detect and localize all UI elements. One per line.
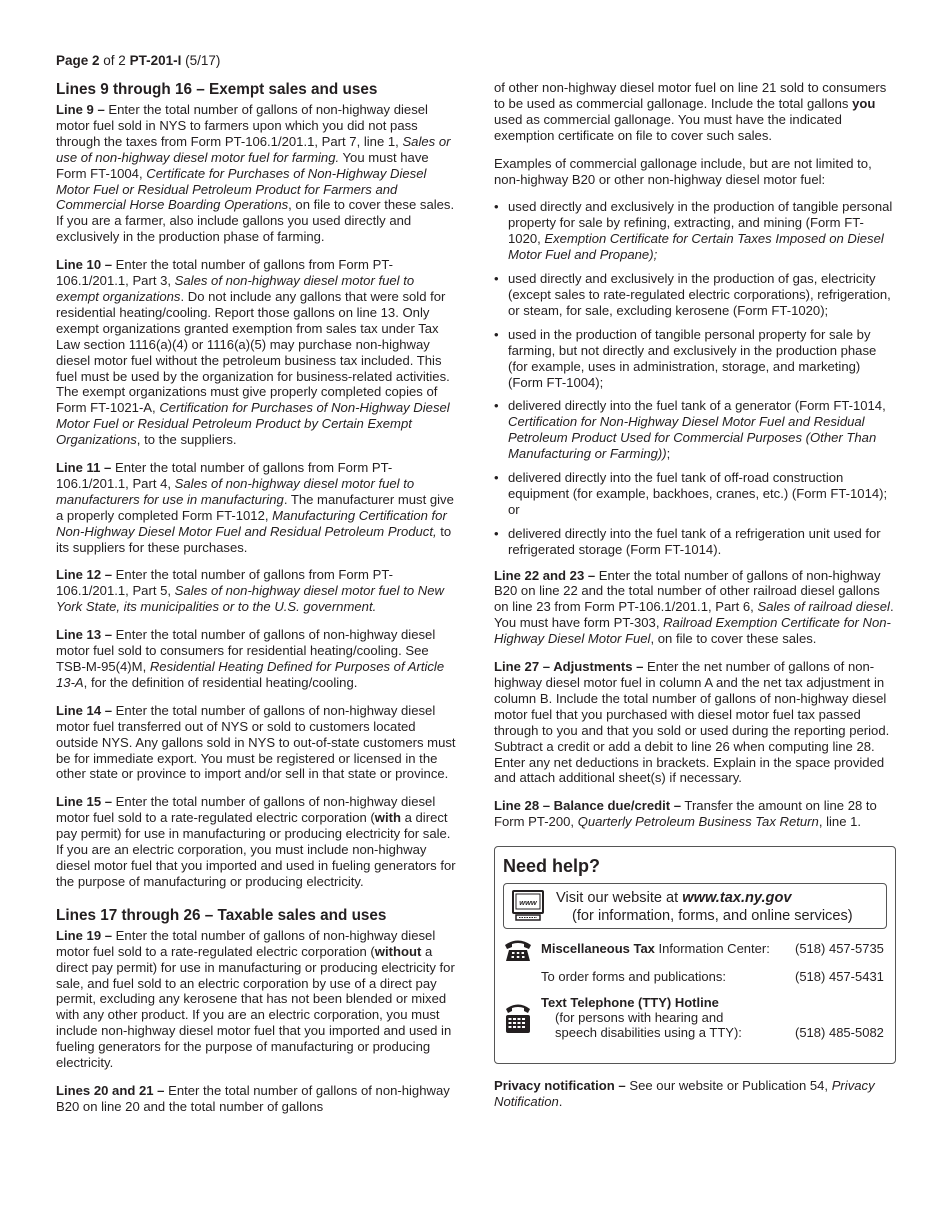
line-14-label: Line 14 – [56,702,113,718]
need-help-title: Need help? [503,856,601,877]
svg-text:www: www [519,898,537,908]
line-11-paragraph [56,460,460,555]
misc-tax-row [503,937,887,961]
line-13-paragraph [56,627,460,691]
cont-text-1: of other non-highway diesel motor fuel on line 21 sold to consumers to be used as commercial gallonage. Include the total gallons [494,80,887,111]
line-10-italic-2: Certification for Purchases of Non-Highway Diesel Motor Fuel or Residual Petroleum Product by Certain Exempt Organizations [56,400,450,448]
line-21-continued-paragraph [494,80,896,144]
privacy-paragraph [494,1078,896,1110]
line-14-text-1: Enter the total number of gallons of non-highway diesel motor fuel transferred out of NYS or sold to customers located outside NYS. Any gallons sold in NYS to out-of-state customers must be for immediate export. You must be registered or licensed in the other state or province to import and/or sell in that state or province. [56,702,456,782]
line-9-italic-2: Certificate for Purchases of Non-Highway Diesel Motor Fuel or Residual Petroleum Product for Farmers and Commercial Horse Boarding Operations [56,165,427,213]
line-28-text-1: Transfer the amount on line 28 to Form PT-200, [494,798,877,830]
line-28-text-2: , line 1. [818,814,862,830]
line-12-paragraph [56,567,460,615]
website-text [556,889,853,925]
examples-intro: Examples of commercial gallonage include, but are not limited to, non-highway B20 or other non-highway diesel motor fuel: [494,155,872,187]
cont-text-2: used as commercial gallonage. You must have the indicated exemption certificate on file to cover such sales. [494,111,842,143]
line-15-paragraph [56,794,460,889]
line-22-text-1: Enter the total number of gallons of non-highway B20 on line 22 and the total number of other railroad diesel gallons on line 23 from Form PT-106.1/201.1, Part 6, [494,567,881,615]
line-27-label: Line 27 – Adjustments – [494,659,644,675]
line-28-label: Line 28 – Balance due/credit – [494,798,682,814]
tty-phone: (518) 485-5082 [795,1025,884,1041]
misc-tax-bold: Miscellaneous Tax [541,941,655,957]
line-20-text-1: Enter the total number of gallons of non-highway B20 on line 20 and the total number of gallons [56,1082,450,1114]
list-item [494,470,896,518]
list-item [494,271,896,319]
line-14-paragraph [56,703,460,783]
order-forms-phone: (518) 457-5431 [795,969,884,985]
right-column [494,80,896,1122]
bullet-text: delivered directly into the fuel tank of a refrigeration unit used for refrigerated storage (Form FT-1014). [508,525,881,557]
commercial-gallonage-list [494,199,896,557]
misc-tax-label [541,941,770,957]
line-12-italic-1: Sales of non-highway diesel motor fuel to New York State, its municipalities or to the U.S. government. [56,583,444,615]
line-22-text-3: , on file to cover these sales. [650,631,817,647]
tty-sub-1: (for persons with hearing and [555,1010,724,1026]
left-column [56,80,460,1127]
line-9-paragraph [56,102,460,245]
line-12-label: Line 12 – [56,567,113,583]
line-9-text-1: Enter the total number of gallons of non-highway diesel motor fuel sold in NYS to farmers upon which you did not pass through the taxes from Form PT-106.1/201.1, Part 7, line 1, [56,102,428,149]
tty-icon [503,1001,533,1035]
website-link[interactable]: www.tax.ny.gov [682,890,792,907]
line-13-text-1: Enter the total number of gallons of non-highway diesel motor fuel sold to consumers for residential heating/cooling. See TSB-M-95(4)M, [56,627,436,674]
line-15-text-1: Enter the total number of gallons of non-highway diesel motor fuel sold to a rate-regulated electric corporation ( [56,794,436,826]
line-11-text-2: . The manufacturer must give a properly completed Form FT-1012, [56,491,454,523]
line-10-text-2: . Do not include any gallons that were sold for residential heating/cooling. Report those gallons on line 13. Only exempt organizations granted exemption from sales tax under Tax Law section 1116(a)(4) or 1116(a)(5) may purchase non-highway diesel motor fuel without the petroleum business tax included. This fuel must be used by the organization for business-related activities. The exempt organizations must give properly completed copies of Form FT-1021-A, [56,288,450,416]
privacy-text-1: See our website or Publication 54, [625,1078,832,1094]
privacy-text-2: . [558,1094,563,1110]
bullet-text: used in the production of tangible personal property for sale by farming, but not directly and exclusively in the production phase (for example, uses in administration, storage, and marketing) (Form FT-1004); [508,326,877,390]
need-help-box [494,846,896,1064]
heading-taxable-sales: Lines 17 through 26 – Taxable sales and uses [56,906,387,924]
line-10-italic-1: Sales of non-highway diesel motor fuel to exempt organizations [56,273,415,304]
tty-row [503,995,887,1057]
privacy-label: Privacy notification – [494,1078,626,1094]
page-of: of 2 [99,53,130,68]
line-27-text-1: Enter the net number of gallons of non-highway diesel motor fuel in column A and the net tax adjustment in column B. Include the total number of gallons of non-highway diesel motor fuel that you purchased with diesel motor fuel tax passed through to you and that you sold or used during the reporting period. Subtract a credit or add a debit to line 26 when computing line 28. Enter any net deductions in brackets. Explain in the space provided and attach additional sheet(s) if necessary. [494,659,890,786]
computer-www-icon [512,890,544,922]
line-22-text-2: . You must have form PT-303, [494,599,894,631]
order-forms-label: To order forms and publications: [541,969,726,985]
bullet-text: used directly and exclusively in the production of tangible personal property for sale by refining, extracting, and mining (Form FT-1020, [508,199,893,247]
line-11-label: Line 11 – [56,460,112,476]
line-12-text-1: Enter the total number of gallons from Form PT-106.1/201.1, Part 5, [56,567,393,599]
misc-tax-phone: (518) 457-5735 [795,941,884,957]
line-19-label: Line 19 – [56,927,113,943]
line-11-italic-2: Manufacturing Certification for Non-Highway Diesel Motor Fuel and Residual Petroleum Product, [56,507,447,539]
line-20-paragraph [56,1083,460,1115]
line-15-bold-1: with [374,810,401,826]
list-item [494,327,896,391]
line-13-text-2: , for the definition of residential heating/cooling. [83,674,358,690]
cont-bold-1: you [852,95,876,111]
order-forms-row [503,965,887,989]
line-13-italic-1: Residential Heating Defined for Purposes of Article 13-A [56,659,445,690]
tty-label [541,995,742,1040]
line-10-text-3: , to the suppliers. [136,432,237,448]
line-27-paragraph [494,659,896,786]
line-9-text-2: You must have Form FT-1004, [56,149,429,181]
privacy-italic-1: Privacy Notification [494,1078,875,1110]
line-22-paragraph [494,568,896,648]
list-item [494,398,896,462]
bullet-text-end: ; [666,446,671,462]
website-sub: (for information, forms, and online services) [572,908,853,925]
tty-title: Text Telephone (TTY) Hotline [541,995,719,1011]
list-item [494,526,896,558]
line-13-label: Line 13 – [56,627,113,643]
heading-exempt-sales: Lines 9 through 16 – Exempt sales and uses [56,81,378,98]
line-28-italic-1: Quarterly Petroleum Business Tax Return [577,814,819,830]
line-9-text-3: , on file to cover these sales. If you are a farmer, also include gallons you used directly and exclusively in the production phase of farming. [56,197,455,245]
bullet-text: delivered directly into the fuel tank of off-road construction equipment (for example, backhoes, cranes, etc.) (Form FT-1014); or [508,470,888,517]
bullet-italic: Certification for Non-Highway Diesel Motor Fuel and Residual Petroleum Product Used for Commercial Purposes (Other Than Manufacturing or Farming)) [508,414,877,462]
line-11-text-3: to its suppliers for these purchases. [56,523,452,555]
telephone-icon [503,937,533,963]
line-19-paragraph [56,928,460,1071]
line-10-paragraph [56,257,460,448]
bullet-italic: Exemption Certificate for Certain Taxes Imposed on Diesel Motor Fuel and Propane); [508,231,884,263]
tty-sub-2: speech disabilities using a TTY): [555,1025,742,1041]
form-id: PT-201-I [129,53,182,68]
form-date: (5/17) [181,53,221,68]
line-10-label: Line 10 – [56,257,113,273]
line-22-italic-1: Sales of railroad diesel [757,599,890,615]
list-item [494,199,896,263]
line-19-text-1: Enter the total number of gallons of non-highway diesel motor fuel sold to a rate-regulated electric corporation ( [56,927,436,959]
line-11-italic-1: Sales of non-highway diesel motor fuel to manufacturers for use in manufacturing [56,475,415,507]
page-label: Page 2 [56,53,100,68]
page-header [56,53,220,68]
website-row [503,883,887,929]
line-10-text-1: Enter the total number of gallons from Form PT-106.1/201.1, Part 3, [56,257,393,289]
line-11-text-1: Enter the total number of gallons from Form PT-106.1/201.1, Part 4, [56,460,393,491]
line-22-italic-2: Railroad Exemption Certificate for Non-Highway Diesel Motor Fuel [494,615,891,647]
line-22-label: Line 22 and 23 – [494,567,596,583]
line-9-italic-1: Sales or use of non-highway diesel motor fuel for farming. [56,133,451,165]
line-9-label: Line 9 – [56,102,105,117]
line-20-label: Lines 20 and 21 – [56,1082,165,1098]
bullet-text: delivered directly into the fuel tank of a generator (Form FT-1014, [508,398,886,414]
line-15-label: Line 15 – [56,794,113,810]
misc-tax-rest: Information Center: [654,941,770,957]
line-15-text-2: a direct pay permit) for use in manufacturing or producing electricity for sale. If you are an electric corporation, you must include non-highway diesel motor fuel that you imported and used in fueling generators for the purpose of manufacturing or producing electricity. [56,810,456,889]
website-prefix: Visit our website at [556,890,683,907]
line-28-paragraph [494,798,896,830]
bullet-text: used directly and exclusively in the production of gas, electricity (except sales to rate-regulated electric corporations), refrigeration, or steam, for sale, excluding kerosene (Form FT-1020); [508,271,891,318]
line-19-text-2: a direct pay permit) for use in manufacturing or producing electricity for sale, and fuel sold to an electric corporation by use of a direct pay permit, excluding any kerosene that has not been blended or mixed with any other product. If you are an electric corporation, you must include non-highway diesel motor fuel that you imported and used in fueling generators for the purpose of manufacturing or producing electricity. [56,943,455,1071]
line-19-bold-1: without [374,943,422,959]
